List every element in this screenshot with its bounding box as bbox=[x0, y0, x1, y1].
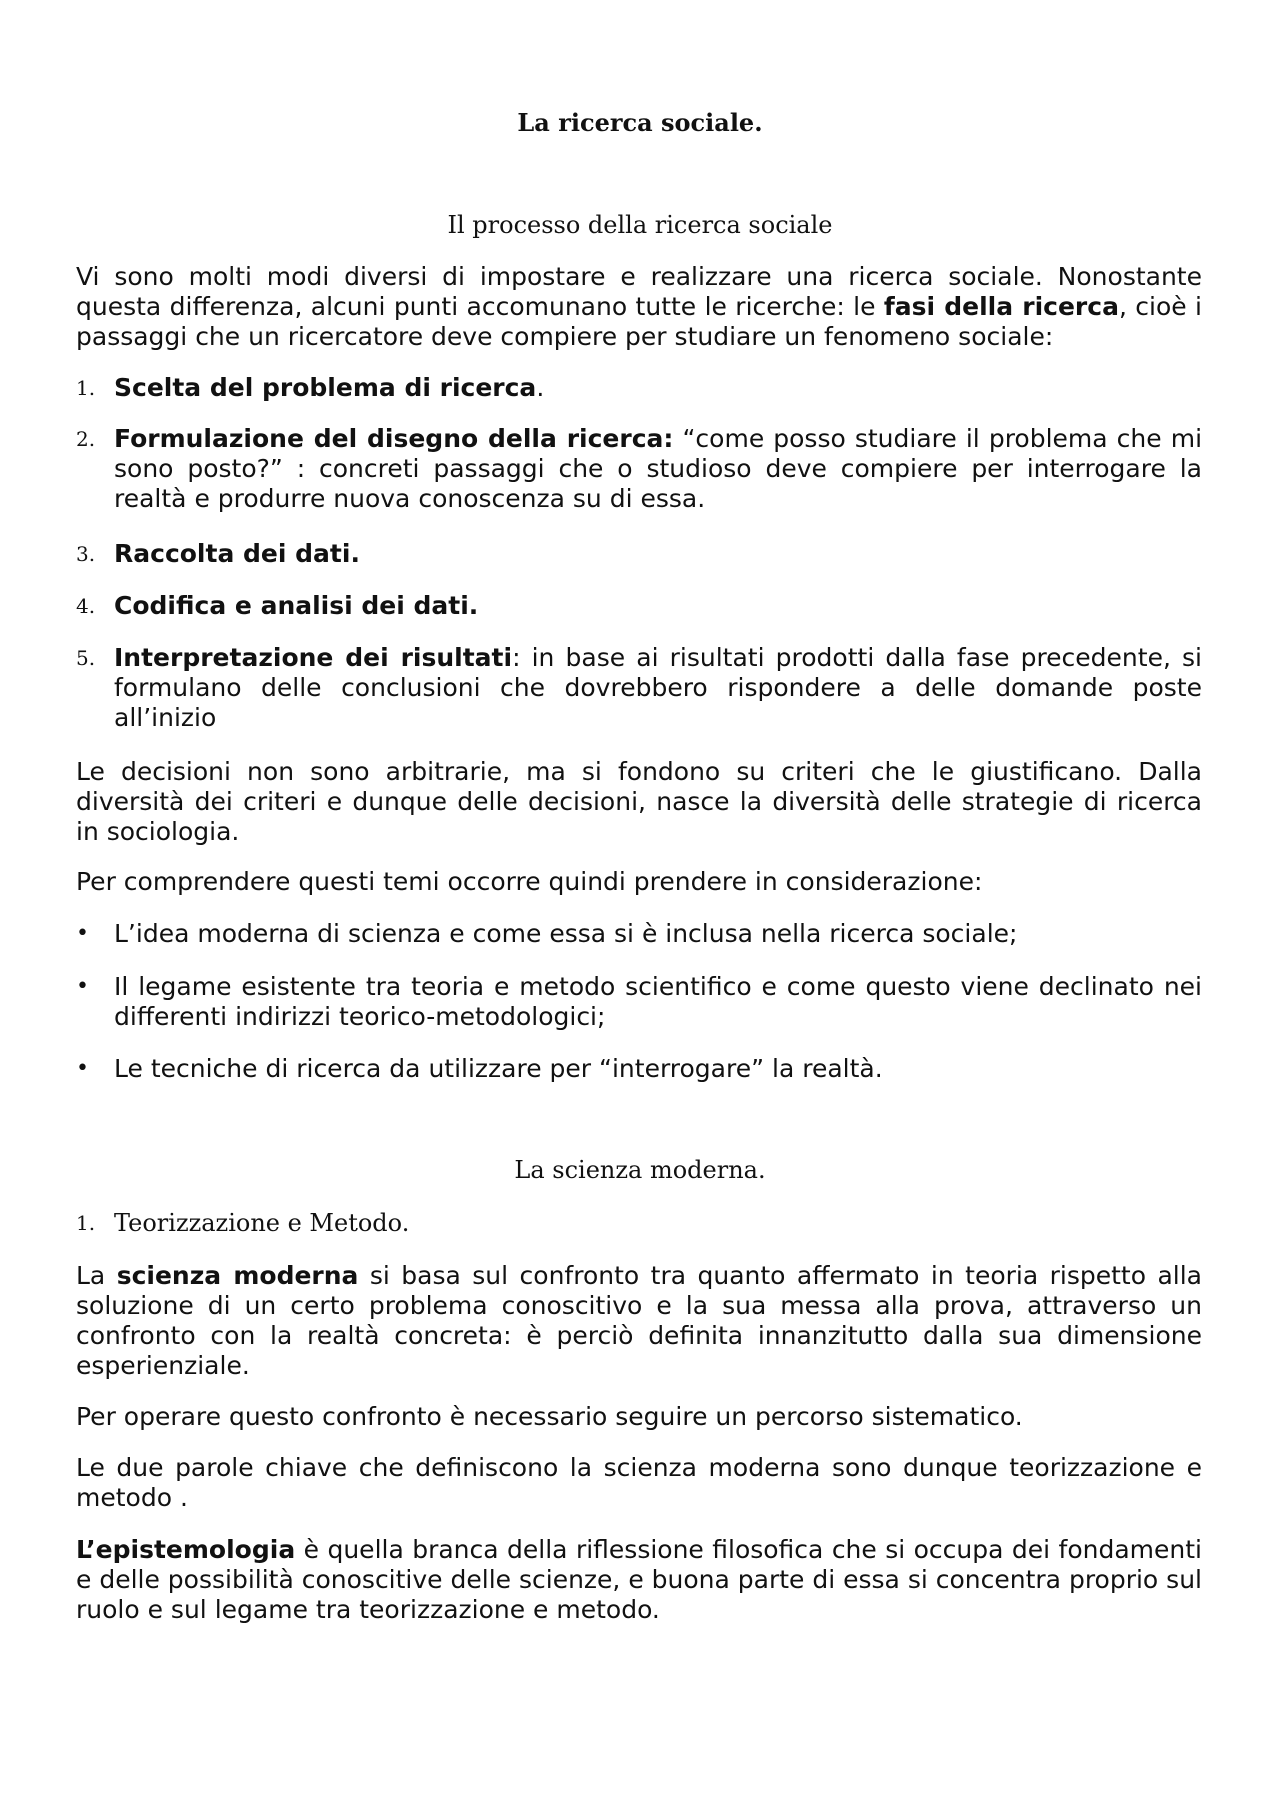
list-item-step-4 bbox=[76, 591, 1202, 621]
list-item-bullet-3 bbox=[76, 1054, 1202, 1084]
p4-text: è quella branca della riflessione filosofica che si occupa dei fondamenti e delle possibilità conoscitive delle scienze, e buona parte di essa si concentra proprio sul ruolo e sul legame tra teorizzazione e metodo. bbox=[76, 1535, 1202, 1624]
intro-text-2: , cioè i passaggi che un ricercatore deve compiere per studiare un fenomeno sociale: bbox=[76, 292, 1203, 351]
bullet-icon: • bbox=[76, 1056, 89, 1081]
p1-bold: scienza moderna bbox=[116, 1261, 359, 1290]
section-heading-scienza-moderna: La scienza moderna. bbox=[514, 1156, 766, 1184]
bullet-icon: • bbox=[76, 921, 89, 946]
intro-text-1: Vi sono molti modi diversi di impostare e realizzare una ricerca sociale. Nonostante questa differenza, alcuni punti accomunano tutte le ricerche: le bbox=[76, 262, 1202, 321]
list-number: 4. bbox=[76, 594, 96, 618]
list-item-step-2 bbox=[76, 424, 1202, 514]
list-number: 2. bbox=[76, 427, 96, 451]
p1-text-a: La bbox=[76, 1261, 117, 1290]
bullet-text: L’idea moderna di scienza e come essa si è inclusa nella ricerca sociale; bbox=[114, 919, 1018, 948]
step-title: Raccolta dei dati. bbox=[114, 539, 360, 568]
list-item-step-3 bbox=[76, 539, 1202, 569]
list-item-step-5 bbox=[76, 643, 1202, 733]
step-title: Formulazione del disegno della ricerca: bbox=[114, 424, 674, 453]
bullet-text: Il legame esistente tra teoria e metodo scientifico e come questo viene declinato nei differenti indirizzi teorico-metodologici; bbox=[114, 972, 1202, 1031]
step-title: Codifica e analisi dei dati. bbox=[114, 591, 479, 620]
intro-paragraph bbox=[76, 262, 1202, 352]
decisioni-paragraph: Le decisioni non sono arbitrarie, ma si fondono su criteri che le giustificano. Dalla diversità dei criteri e dunque delle decisioni, nasce la diversità delle strategie di ricerca in sociologia. bbox=[76, 757, 1202, 846]
bullet-text: Le tecniche di ricerca da utilizzare per “interrogare” la realtà. bbox=[114, 1054, 883, 1083]
intro-bold-fasi: fasi della ricerca bbox=[883, 292, 1119, 321]
step-text: : in base ai risultati prodotti dalla fase precedente, si formulano delle conclusioni che dovrebbero rispondere a delle domande poste all’inizio bbox=[114, 643, 1203, 732]
p1-text-b: si basa sul confronto tra quanto affermato in teoria rispetto alla soluzione di un certo problema conoscitivo e la sua messa alla prova, attraverso un confronto con la realtà concreta: è perciò definita innanzitutto dalla sua dimensione esperienziale. bbox=[76, 1261, 1202, 1380]
section-heading-processo: Il processo della ricerca sociale bbox=[447, 211, 833, 239]
subheading-text: Teorizzazione e Metodo. bbox=[114, 1209, 410, 1237]
list-number: 5. bbox=[76, 646, 96, 670]
parole-chiave-paragraph: Le due parole chiave che definiscono la scienza moderna sono dunque teorizzazione e metodo . bbox=[76, 1453, 1202, 1512]
list-item-step-1 bbox=[76, 373, 1202, 403]
step-title: Scelta del problema di ricerca bbox=[114, 373, 537, 402]
p4-bold: L’epistemologia bbox=[76, 1535, 296, 1564]
step-title: Interpretazione dei risultati bbox=[114, 643, 513, 672]
percorso-paragraph: Per operare questo confronto è necessario seguire un percorso sistematico. bbox=[76, 1402, 1023, 1431]
step-text: . bbox=[536, 373, 545, 402]
subheading-teorizzazione bbox=[76, 1208, 1202, 1238]
per-comprendere-paragraph: Per comprendere questi temi occorre quindi prendere in considerazione: bbox=[76, 867, 983, 896]
list-number: 1. bbox=[76, 1211, 96, 1235]
step-text: “come posso studiare il problema che mi sono posto?” : concreti passaggi che o studioso deve compiere per interrogare la realtà e produrre nuova conoscenza su di essa. bbox=[114, 424, 1203, 513]
list-number: 1. bbox=[76, 376, 96, 400]
epistemologia-paragraph bbox=[76, 1535, 1202, 1625]
list-number: 3. bbox=[76, 542, 96, 566]
scienza-moderna-paragraph bbox=[76, 1261, 1202, 1381]
list-item-bullet-1 bbox=[76, 919, 1202, 949]
list-item-bullet-2 bbox=[76, 972, 1202, 1032]
document-title: La ricerca sociale. bbox=[517, 108, 763, 137]
bullet-icon: • bbox=[76, 974, 89, 999]
